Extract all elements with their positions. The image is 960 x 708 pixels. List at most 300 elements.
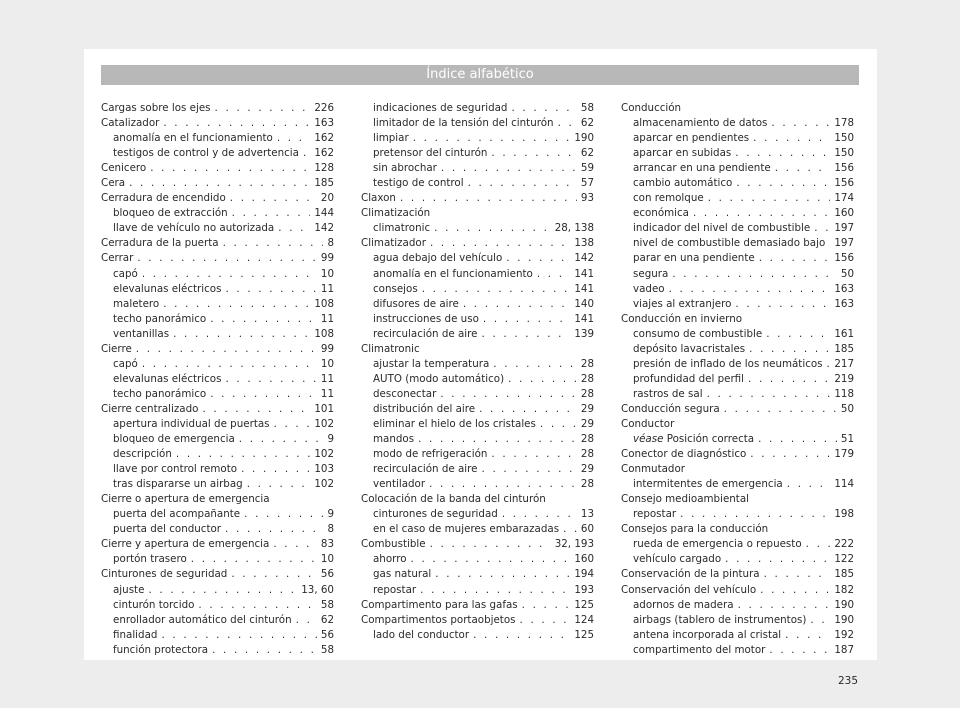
dot-leader [482,327,571,342]
index-entry [101,191,334,206]
index-entry [621,282,854,297]
index-entry-label [101,537,269,552]
index-entry-label [633,236,825,251]
dot-leader [232,206,311,221]
index-entry-page: 57 [580,177,594,190]
dot-leader [787,477,831,492]
dot-leader [303,146,310,161]
index-entry [361,387,594,402]
index-entry-page: 160 [574,553,594,566]
index-entry-text: rueda de emergencia o repuesto [633,538,802,551]
index-entry-page: 219 [834,372,854,385]
index-entry-page: 163 [834,282,854,295]
index-entry-page: 13, 60 [301,583,334,596]
index-entry-page: 50 [840,267,854,280]
index-entry-page: 108 [314,297,334,310]
dot-leader [247,477,311,492]
index-entry [621,312,854,327]
index-entry [361,567,594,582]
dot-leader [764,567,831,582]
index-entry-text: limitador de la tensión del cinturón [373,117,554,130]
index-entry-page: 185 [834,568,854,581]
index-entry-page: 102 [314,478,334,491]
index-entry-text: elevalunas eléctricos [113,372,222,385]
dot-leader [758,432,837,447]
index-entry-label [113,522,221,537]
index-entry-text: en el caso de mujeres embarazadas [373,523,560,536]
index-entry-page: 156 [834,252,854,265]
index-entry [361,221,594,236]
index-entry-label [373,357,489,372]
index-entry-text: puerta del conductor [113,523,222,536]
index-entry-text: Conservación de la pintura [621,568,760,581]
index-entry [101,598,334,613]
dot-leader [296,613,317,628]
dot-leader [435,567,570,582]
index-entry-label [633,552,721,567]
index-entry-page: 185 [834,342,854,355]
index-entry-text: Cenicero [101,162,147,175]
index-entry-page: 28 [580,433,594,446]
index-entry-label [113,387,206,402]
dot-leader [775,161,831,176]
index-entry-text: almacenamiento de datos [633,117,768,130]
index-entry-page: 162 [314,132,334,145]
index-entry-text: Climatizador [361,237,426,250]
index-entry [621,477,854,492]
index-entry-label [633,297,731,312]
index-entry-label [101,402,198,417]
index-entry [361,522,594,537]
dot-leader [198,598,316,613]
index-entry [101,221,334,236]
index-entry [361,492,594,507]
index-entry-page: 50 [840,402,854,415]
index-entry [621,447,854,462]
index-entry-label [373,221,430,236]
index-entry-label [361,613,516,628]
index-entry-label [633,146,731,161]
index-entry-page: 28 [580,448,594,461]
index-entry-text: Conducción en invierno [621,312,743,325]
index-entry-page: 140 [574,297,594,310]
index-entry-page: 125 [574,598,594,611]
index-entry-page: 179 [834,448,854,461]
dot-leader [558,116,577,131]
dot-leader [420,583,570,598]
index-entry [101,552,334,567]
index-entry-page: 8 [327,237,334,250]
dot-leader [150,161,310,176]
index-entry-label [113,477,243,492]
index-entry-page: 197 [834,222,854,235]
dot-leader [241,462,310,477]
index-entry-label [633,221,810,236]
index-entry-page: 226 [314,102,334,114]
index-entry-label [633,161,771,176]
index-entry-page: 58 [320,598,334,611]
index-entry-page: 198 [834,508,854,521]
index-entry-label [113,462,237,477]
index-entry-page: 29 [580,463,594,476]
index-entry [361,432,594,447]
index-entry [361,131,594,146]
index-entry [361,312,594,327]
index-entry [101,282,334,297]
index-entry [621,191,854,206]
index-entry-page: 141 [574,312,594,325]
index-entry [621,221,854,236]
dot-leader [750,447,830,462]
dot-leader [418,432,577,447]
dot-leader [511,101,576,116]
index-entry-page: 62 [580,147,594,160]
index-entry-label [633,116,767,131]
index-entry [361,282,594,297]
index-entry-text: enrollador automático del cinturón [113,613,292,626]
dot-leader [244,507,323,522]
index-entry-text: económica [633,207,689,220]
index-entry [361,628,594,643]
index-entry [101,372,334,387]
index-entry-text: Consejos para la conducción [621,523,769,536]
index-entry-text: ventilador [373,478,426,491]
index-entry [361,372,594,387]
index-entry [361,507,594,522]
index-entry-page: 60 [580,523,594,536]
index-entry-label [633,643,765,658]
dot-leader [440,387,577,402]
index-entry [101,146,334,161]
index-entry-text: profundidad del perfil [633,372,745,385]
index-entry-label [373,131,409,146]
index-entry-text: aparcar en pendientes [633,132,750,145]
index-entry [101,327,334,342]
index-entry-text: recirculación de aire [373,463,478,476]
dot-leader [225,372,316,387]
index-entry [621,537,854,552]
dot-leader [210,387,317,402]
index-entry-page: 190 [574,132,594,145]
index-entry-label [373,251,502,266]
index-entry-page: 93 [580,192,594,205]
index-entry-label [113,221,274,236]
index-entry [621,357,854,372]
dot-leader [766,327,830,342]
index-entry-text: portón trasero [113,553,187,566]
dot-leader [502,507,577,522]
index-entry-page: 122 [834,553,854,566]
index-entry [621,146,854,161]
index-entry [621,251,854,266]
index-entry [621,131,854,146]
index-entry-text: Cerrar [101,252,134,265]
index-entry-label [373,402,475,417]
index-entry-page: 83 [320,538,334,551]
index-entry-text: llave de vehículo no autorizada [113,222,275,235]
index-entry-page: 190 [834,598,854,611]
index-entry-page: 62 [580,117,594,130]
index-entry-page: 10 [320,553,334,566]
index-entry-page: 162 [314,147,334,160]
dot-leader [738,598,831,613]
dot-leader [760,583,830,598]
index-entry-label [373,522,559,537]
dot-leader [724,402,837,417]
index-entry-text: ajustar la temperatura [373,357,490,370]
index-entry-label [113,372,221,387]
index-entry-page: 217 [834,357,854,370]
index-entry-label [113,552,187,567]
dot-leader [736,176,830,191]
index-entry [101,522,334,537]
index-entry [101,402,334,417]
index-entry-label [633,537,802,552]
index-entry [101,507,334,522]
page-number: 235 [838,675,859,687]
dot-leader [430,537,551,552]
index-entry-label [633,387,703,402]
index-entry-page: 56 [320,568,334,581]
dot-leader [441,161,577,176]
index-entry-text: Cerradura de encendido [101,192,226,205]
index-entry-text: AUTO (modo automático) [373,372,505,385]
index-entry-page: 9 [327,508,334,521]
index-entry [101,161,334,176]
index-entry-label [633,176,732,191]
index-entry-page: 28 [580,357,594,370]
dot-leader [748,372,830,387]
index-entry-label [101,342,132,357]
index-entry-text: capó [113,267,138,280]
index-entry-label [373,462,478,477]
index-entry-text: indicaciones de seguridad [373,102,508,114]
index-entry-page: 150 [834,147,854,160]
index-entry-text: maletero [113,297,160,310]
index-entry-page: 29 [580,402,594,415]
index-entry [621,613,854,628]
index-entry [361,251,594,266]
index-entry-text: ventanillas [113,327,170,340]
index-entry-page: 29 [580,417,594,430]
index-entry-label [621,583,756,598]
index-entry-prefix: véase [633,433,664,446]
index-entry-label [113,613,292,628]
dot-leader [806,537,831,552]
index-entry-page: 56 [320,628,334,641]
index-entry [101,537,334,552]
index-entry-label [113,327,169,342]
index-entry-page: 102 [314,448,334,461]
index-entry-text: Cinturones de seguridad [101,568,228,581]
index-entry-label [113,447,172,462]
dot-leader [163,116,310,131]
index-entry-label [361,342,420,357]
index-entry-page: 10 [320,267,334,280]
index-entry-text: capó [113,357,138,370]
index-entry-label [373,477,425,492]
index-entry-label [633,372,744,387]
index-entry-label [113,598,194,613]
index-entry [361,583,594,598]
index-entry-page: 163 [314,117,334,130]
dot-leader [672,267,837,282]
index-entry [361,357,594,372]
index-entry-page: 174 [834,192,854,205]
dot-leader [508,372,577,387]
index-entry-text: Catalizador [101,117,160,130]
dot-leader [483,312,570,327]
index-entry-text: vadeo [633,282,665,295]
index-entry-text: anomalía en el funcionamiento [373,267,533,280]
index-column-2 [361,101,594,643]
index-entry [621,567,854,582]
index-entry-page: 51 [840,433,854,446]
index-entry-label [621,402,720,417]
index-entry [361,552,594,567]
index-entry-label [373,432,414,447]
dot-leader [479,402,577,417]
index-entry-page: 185 [314,177,334,190]
index-entry-page: 150 [834,132,854,145]
index-entry-page: 144 [314,207,334,220]
index-entry-label [373,101,507,116]
dot-leader [422,282,571,297]
index-entry-text: intermitentes de emergencia [633,478,783,491]
index-entry-page: 178 [834,117,854,130]
index-entry-label [373,583,416,598]
index-entry [621,116,854,131]
index-entry-page: 193 [574,583,594,596]
index-entry-label [101,101,211,116]
index-entry [621,552,854,567]
index-entry-text: nivel de combustible demasiado bajo [633,237,826,250]
index-entry-page: 13 [580,508,594,521]
index-entry-text: aparcar en subidas [633,147,732,160]
index-entry [621,176,854,191]
index-entry-label [621,567,760,582]
index-entry-text: pretensor del cinturón [373,147,488,160]
dot-leader [491,447,576,462]
index-entry [361,176,594,191]
index-entry-label [373,507,498,522]
index-entry-text: Cerradura de la puerta [101,237,219,250]
dot-leader [277,131,311,146]
index-entry-text: depósito lavacristales [633,342,746,355]
index-entry-label [101,116,159,131]
index-entry-label [113,357,138,372]
index-entry [361,206,594,221]
index-entry-text: ahorro [373,553,407,566]
index-entry-label [621,417,674,432]
index-entry-page: 138 [574,237,594,250]
index-entry-text: cinturón torcido [113,598,195,611]
index-entry-text: lado del conductor [373,628,470,641]
index-entry-label [113,583,144,598]
dot-leader [810,613,830,628]
index-entry-text: testigos de control y de advertencia [113,147,299,160]
dot-leader [225,282,316,297]
dot-leader [225,522,323,537]
index-entry-page: 142 [314,222,334,235]
index-entry [101,176,334,191]
index-entry-label [101,176,125,191]
index-entry-text: finalidad [113,628,158,641]
index-entry-label [621,312,742,327]
index-entry-text: Compartimento para las gafas [361,598,518,611]
index-entry-page: 58 [320,643,334,656]
dot-leader [522,598,571,613]
dot-leader [473,628,570,643]
dot-leader [142,267,317,282]
dot-leader [215,101,311,116]
dot-leader [161,628,316,643]
index-entry [361,267,594,282]
index-entry-text: cinturones de seguridad [373,508,498,521]
dot-leader [278,221,310,236]
index-entry-page: 156 [834,162,854,175]
index-entry-text: rastros de sal [633,387,703,400]
index-entry-page: 192 [834,628,854,641]
index-entry [101,101,334,116]
dot-leader [771,116,830,131]
index-entry [361,191,594,206]
dot-leader [163,297,310,312]
index-entry [361,146,594,161]
index-entry-label [113,146,299,161]
index-entry [101,206,334,221]
index-column-3 [621,101,854,658]
index-entry [621,236,854,251]
index-entry-label [373,387,436,402]
index-entry-text: antena incorporada al cristal [633,628,782,641]
index-entry-text: Cera [101,177,126,190]
index-entry-label [101,251,133,266]
index-entry-label [361,236,426,251]
dot-leader [231,567,317,582]
index-entry [621,522,854,537]
dot-leader [173,327,310,342]
index-entry [621,492,854,507]
index-entry-page: 125 [574,628,594,641]
index-entry-text: techo panorámico [113,312,207,325]
dot-leader [769,643,830,658]
index-entry [101,297,334,312]
index-entry [101,432,334,447]
index-entry-label [621,101,681,116]
index-entry-text: con remolque [633,192,704,205]
index-entry-text: Combustible [361,538,426,551]
index-entry-text: agua debajo del vehículo [373,252,503,265]
index-entry-page: 11 [320,387,334,400]
index-entry-label [101,492,270,507]
index-entry-page: 11 [320,312,334,325]
index-entry-text: bloqueo de emergencia [113,433,235,446]
index-entry-text: arrancar en una pendiente [633,162,771,175]
index-entry-text: sin abrochar [373,162,437,175]
index-entry-text: distribución del aire [373,402,476,415]
dot-leader [223,236,324,251]
index-entry-label [113,297,159,312]
index-entry [101,357,334,372]
index-entry-page: 187 [834,643,854,656]
index-entry-page: 28, 138 [554,222,594,235]
dot-leader [814,221,830,236]
dot-leader [202,402,310,417]
index-entry-page: 141 [574,267,594,280]
index-entry-label [633,342,745,357]
dot-leader [142,357,317,372]
